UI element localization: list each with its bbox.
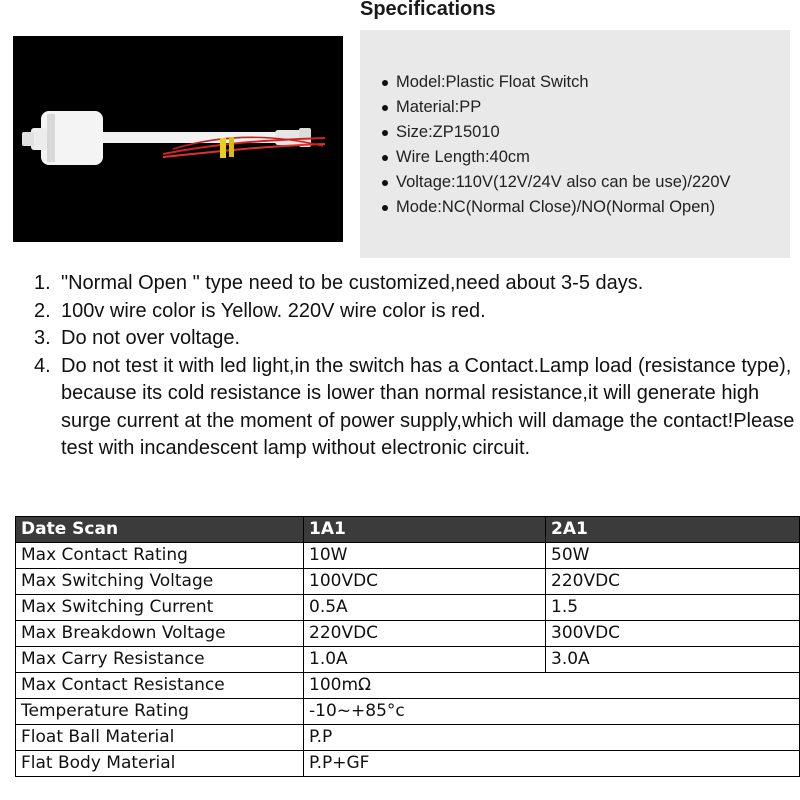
column-header: 2A1	[546, 517, 800, 543]
table-row	[16, 595, 800, 621]
table-cell: Max Contact Rating	[16, 543, 304, 569]
table-cell: 50W	[546, 543, 800, 569]
table-cell: Float Ball Material	[16, 725, 304, 751]
table-row	[16, 543, 800, 569]
note-item: 2. 100v wire color is Yellow. 220V wire color is red.	[34, 299, 486, 322]
table-cell: 100VDC	[304, 569, 546, 595]
column-header: Date Scan	[16, 517, 304, 543]
table-row	[16, 751, 800, 777]
table-cell: Max Contact Resistance	[16, 673, 304, 699]
note-item: 3. Do not over voltage.	[34, 327, 240, 349]
table-cell: Flat Body Material	[16, 751, 304, 777]
bullet-icon	[382, 180, 388, 186]
table-row	[16, 725, 800, 751]
bullet-icon	[382, 105, 388, 111]
table-row	[16, 621, 800, 647]
specifications-heading: Specifications	[360, 0, 496, 20]
table-cell: Max Breakdown Voltage	[16, 621, 304, 647]
table-cell: 10W	[304, 543, 546, 569]
table-cell: 0.5A	[304, 595, 546, 621]
note-item: 4. Do not test it with led light,in the switch has a Contact.Lamp load (resistance type), because its cold resistance is lower than normal resistance,it will generate high surge current at the moment of power supply,which will damage the contact!Please test with incandescent lamp without electronic circuit.	[34, 354, 795, 459]
spec-model: Model:Plastic Float Switch	[380, 70, 731, 95]
table-cell: Max Switching Current	[16, 595, 304, 621]
table-row	[16, 647, 800, 673]
table-header-row	[16, 517, 800, 543]
table-cell: Max Carry Resistance	[16, 647, 304, 673]
table-cell: 220VDC	[304, 621, 546, 647]
specifications-list	[380, 70, 731, 220]
spec-material: Material:PP	[380, 95, 731, 120]
table-cell: 300VDC	[546, 621, 800, 647]
spec-wire-length: Wire Length:40cm	[380, 145, 731, 170]
note-item: 1. "Normal Open " type need to be customized,need about 3-5 days.	[34, 272, 644, 294]
table-cell: 1.0A	[304, 647, 546, 673]
bullet-icon	[382, 205, 388, 211]
table-cell: P.P+GF	[304, 751, 800, 777]
parameters-table	[15, 516, 800, 777]
table-row	[16, 569, 800, 595]
table-cell: 1.5	[546, 595, 800, 621]
notes-list	[34, 270, 800, 463]
bullet-icon	[382, 155, 388, 161]
column-header: 1A1	[304, 517, 546, 543]
table-row	[16, 699, 800, 725]
bullet-icon	[382, 80, 388, 86]
table-cell: 220VDC	[546, 569, 800, 595]
spec-size: Size:ZP15010	[380, 120, 731, 145]
float-switch-image	[13, 36, 343, 242]
table-cell: 3.0A	[546, 647, 800, 673]
table-row	[16, 673, 800, 699]
table-cell: Temperature Rating	[16, 699, 304, 725]
product-photo	[13, 36, 343, 242]
table-cell: 100mΩ	[304, 673, 800, 699]
table-cell: Max Switching Voltage	[16, 569, 304, 595]
table-cell: P.P	[304, 725, 800, 751]
table-cell: -10~+85°c	[304, 699, 800, 725]
spec-voltage: Voltage:110V(12V/24V also can be use)/220V	[380, 170, 731, 195]
spec-mode: Mode:NC(Normal Close)/NO(Normal Open)	[380, 195, 731, 220]
bullet-icon	[382, 130, 388, 136]
